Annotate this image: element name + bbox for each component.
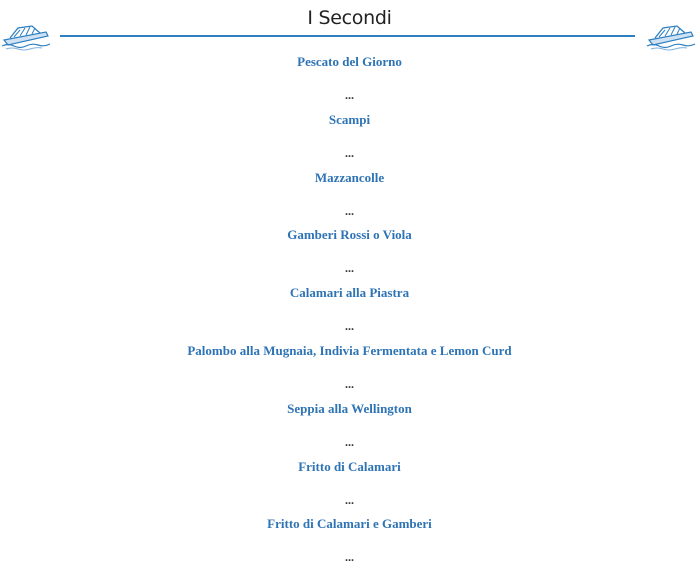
- menu-separator: ...: [345, 550, 354, 565]
- menu-item: [0, 281, 699, 339]
- menu-separator: ...: [345, 434, 354, 449]
- menu-item-name: Pescato del Giorno: [297, 54, 402, 69]
- menu-separator: ...: [345, 261, 354, 276]
- menu-item: [0, 50, 699, 108]
- menu-separator: ...: [345, 88, 354, 102]
- menu-item-name: Calamari alla Piastra: [289, 285, 410, 301]
- menu-item-name: Fritto di Calamari: [298, 458, 401, 474]
- menu-separator: ...: [345, 203, 354, 218]
- menu-item: [0, 455, 699, 513]
- menu-item: [0, 339, 699, 397]
- menu-item-name: Gamberi Rossi o Viola: [287, 227, 412, 243]
- menu-item-name: Mazzancolle: [314, 169, 385, 185]
- menu-item-name: Palombo alla Mugnaia, Indivia Fermentata e Lemon Curd: [187, 342, 512, 358]
- page-title: I Secondi: [307, 7, 392, 29]
- menu-separator: ...: [345, 319, 354, 334]
- menu-item: [0, 223, 699, 281]
- menu-separator: ...: [345, 376, 354, 391]
- menu-item-name: Seppia alla Wellington: [287, 400, 412, 416]
- menu-item: [0, 108, 699, 166]
- menu-list: [0, 50, 699, 570]
- boat-icon: [645, 18, 697, 52]
- menu-separator: ...: [345, 145, 354, 160]
- menu-separator: ...: [345, 492, 354, 507]
- menu-item-name: Fritto di Calamari e Gamberi: [267, 516, 432, 532]
- menu-item: [0, 512, 699, 570]
- header-divider: [60, 35, 635, 37]
- menu-item: [0, 166, 699, 224]
- menu-item: [0, 397, 699, 455]
- menu-item-name: Scampi: [328, 111, 371, 127]
- menu-header: [0, 0, 699, 50]
